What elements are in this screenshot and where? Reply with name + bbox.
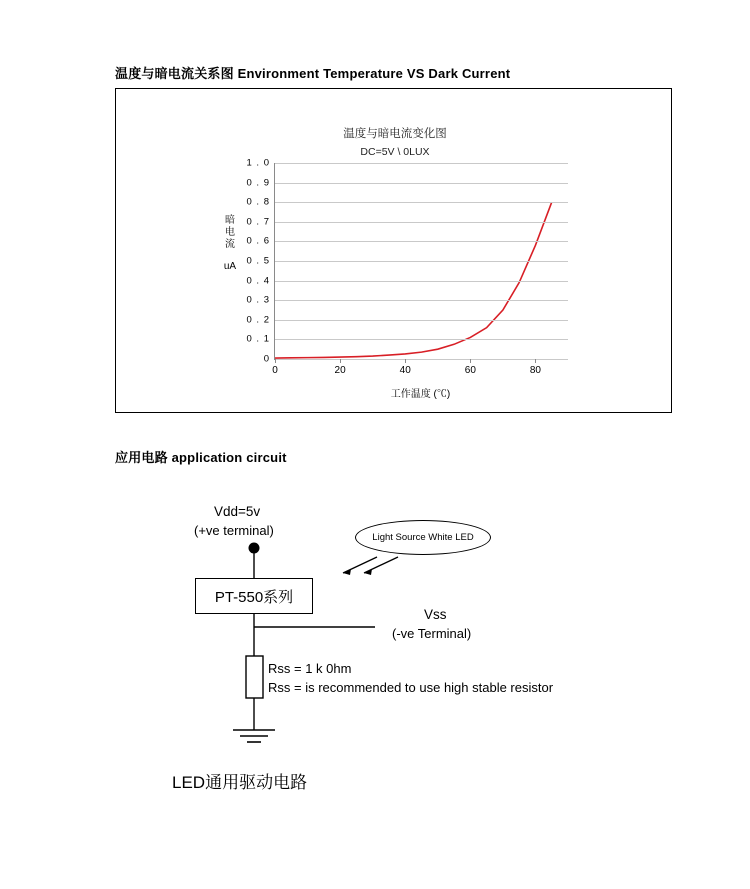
y-axis-title-line-2: 电: [225, 227, 235, 238]
circuit-lines: [0, 470, 750, 810]
y-tick-label: 0 . 5: [246, 255, 270, 267]
x-tick-label: 0: [272, 365, 278, 376]
y-gridline: [275, 222, 568, 223]
x-tick: [340, 359, 341, 363]
y-gridline: [275, 183, 568, 184]
y-gridline: [275, 241, 568, 242]
y-tick-label: 0 . 9: [246, 177, 270, 189]
x-axis-title: 工作温度 (℃): [390, 389, 451, 400]
resistor-value-label: Rss = 1 k 0hm: [268, 661, 352, 676]
vss-terminal-label: (-ve Terminal): [392, 626, 472, 641]
vss-label: Vss: [424, 607, 447, 622]
y-tick-label: 0 . 8: [246, 196, 270, 208]
vdd-node-dot: [249, 543, 260, 554]
y-gridline: [275, 202, 568, 203]
y-tick-label: 1 . 0: [246, 157, 270, 169]
y-gridline: [275, 300, 568, 301]
y-axis-title-line-4: [223, 251, 237, 261]
page-title-application-circuit: 应用电路 application circuit: [115, 450, 287, 465]
page-title-temperature-vs-dark-current: 温度与暗电流关系图 Environment Temperature VS Dark Current: [115, 66, 511, 81]
y-gridline: [275, 359, 568, 360]
chart-inner: [161, 97, 629, 402]
y-gridline: [275, 281, 568, 282]
resistor-note-label: Rss = is recommended to use high stable resistor: [268, 680, 554, 695]
y-gridline: [275, 261, 568, 262]
resistor-symbol: [246, 656, 263, 698]
y-axis-title-line-1: 暗: [225, 215, 235, 226]
x-tick: [275, 359, 276, 363]
plot-area: [246, 157, 568, 376]
y-axis-title: [223, 215, 237, 273]
x-tick-label: 80: [529, 365, 541, 376]
y-axis-title-line-3: 流: [225, 239, 235, 250]
y-tick-label: 0 . 6: [246, 235, 270, 247]
y-axis-title-units: uA: [223, 261, 237, 272]
y-tick-label: 0: [263, 353, 270, 365]
y-gridline: [275, 163, 568, 164]
chart-title: 温度与暗电流变化图: [343, 128, 447, 140]
y-gridline: [275, 320, 568, 321]
y-tick-label: 0 . 7: [246, 216, 270, 228]
light-source-bubble: Light Source White LED: [355, 520, 491, 555]
y-tick-label: 0 . 1: [246, 333, 270, 345]
y-tick-label: 0 . 3: [246, 294, 270, 306]
y-gridline: [275, 339, 568, 340]
x-tick: [405, 359, 406, 363]
x-tick: [470, 359, 471, 363]
y-tick-label: 0 . 4: [246, 275, 270, 287]
vdd-terminal-label: (+ve terminal): [194, 523, 274, 538]
part-number-box: PT-550系列: [195, 578, 313, 614]
application-circuit-diagram: [0, 470, 750, 810]
x-tick: [535, 359, 536, 363]
y-tick-label: 0 . 2: [246, 314, 270, 326]
x-tick-label: 60: [464, 365, 476, 376]
x-tick-label: 20: [334, 365, 346, 376]
light-arrows: [343, 557, 398, 575]
x-tick-label: 40: [399, 365, 411, 376]
vdd-label: Vdd=5v: [214, 504, 261, 519]
chart-subtitle: DC=5V \ 0LUX: [360, 146, 430, 158]
circuit-caption: LED通用驱动电路: [172, 773, 308, 792]
chart-container: [115, 88, 672, 413]
